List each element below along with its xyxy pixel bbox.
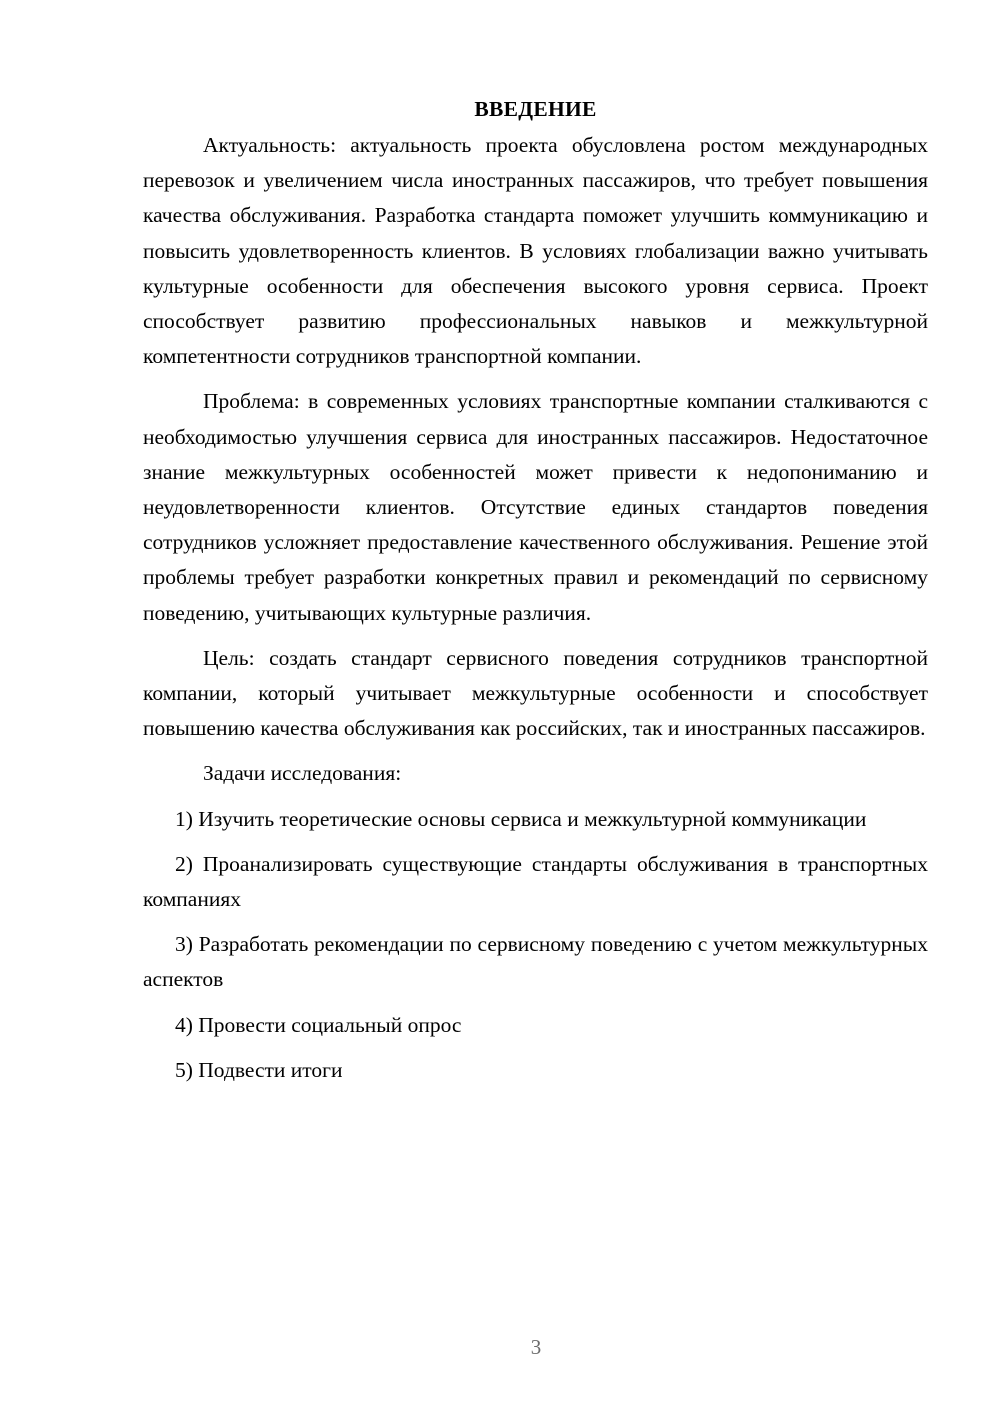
task-item: 1) Изучить теоретические основы сервиса и межкультурной коммуникации	[175, 806, 867, 831]
task-list	[143, 802, 928, 1088]
tasks-intro: Задачи исследования:	[203, 761, 402, 786]
task-item: 4) Провести социальный опрос	[175, 1012, 462, 1037]
section-heading: ВВЕДЕНИЕ	[474, 97, 597, 121]
paragraph-goal: Цель: создать стандарт сервисного поведения сотрудников транспортной компании, который учитывает межкультурные особенности и способствует повышению качества обслуживания как российских, так и иностранных пассажиров.	[143, 645, 928, 741]
page-number: 3	[530, 1335, 542, 1359]
task-item: 3) Разработать рекомендации по сервисному поведению с учетом межкультурных аспектов	[143, 932, 928, 992]
paragraph-problem: Проблема: в современных условиях транспортные компании сталкиваются с необходимостью улучшения сервиса для иностранных пассажиров. Недостаточное знание межкультурных особенностей может привести к недопониманию и неудовлетворенности клиентов. Отсутствие единых стандартов поведения сотрудников усложняет предоставление качественного обслуживания. Решение этой проблемы требует разработки конкретных правил и рекомендаций по сервисному поведению, учитывающих культурные различия.	[143, 389, 928, 625]
task-item: 5) Подвести итоги	[175, 1057, 343, 1082]
task-item: 2) Проанализировать существующие стандарты обслуживания в транспортных компаниях	[143, 851, 928, 912]
document-page	[143, 92, 928, 1098]
paragraph-relevance: Актуальность: актуальность проекта обусловлена ростом международных перевозок и увеличением числа иностранных пассажиров, что требует повышения качества обслуживания. Разработка стандарта поможет улучшить коммуникацию и повысить удовлетворенность клиентов. В условиях глобализации важно учитывать культурные особенности для обеспечения высокого уровня сервиса. Проект способствует развитию профессиональных навыков и межкультурной компетентности сотрудников транспортной компании.	[143, 133, 928, 369]
